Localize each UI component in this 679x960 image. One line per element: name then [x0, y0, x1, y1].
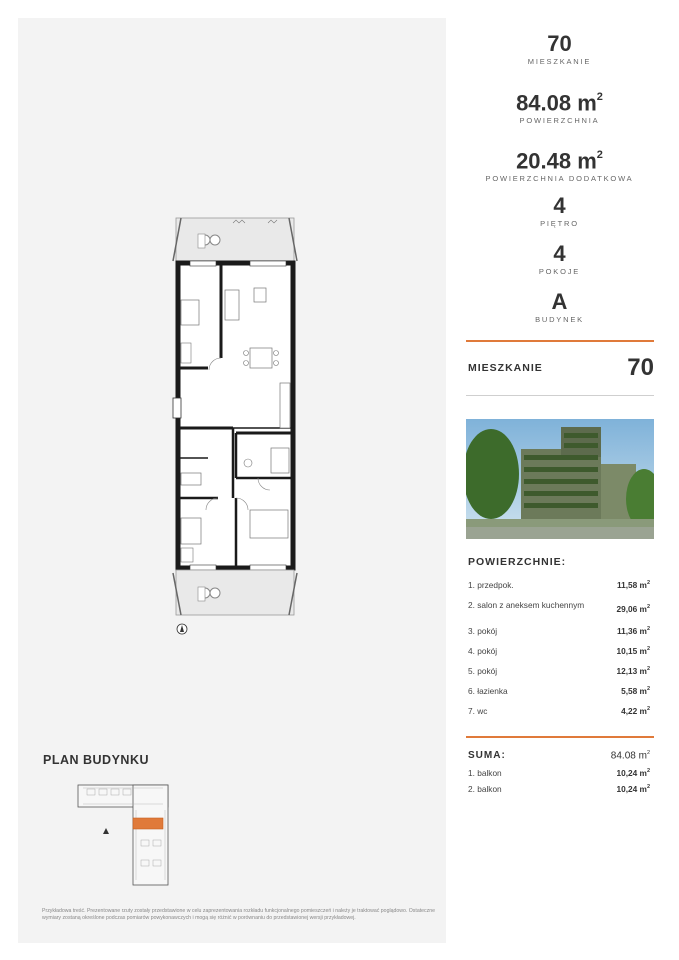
room-area-list [468, 580, 654, 726]
floor-value: 4 [553, 193, 566, 218]
room-size: 10,15 $m^2$ [616, 646, 650, 656]
room-row [468, 686, 654, 706]
divider-under-unit [466, 395, 654, 396]
room-size: 11,36 $m^2$ [616, 626, 650, 636]
area-label: POWIERZCHNIA [519, 116, 600, 126]
room-name: 6. łazienka [468, 686, 508, 696]
disclaimer-text: Przykładowa treść. Prezentowane rzuty zostały przedstawione w celu zaprezentowania rozkładu funkcjonalnego pomieszczeń i należy je traktować poglądowo. Ostateczne wymiary zostaną określone podczas pomiarów powykonawczych i mogą się różnić w porównaniu do przedstawionej wersji przykładowej. [42, 908, 436, 921]
rooms-value: 4 [553, 241, 566, 266]
balcony-row [468, 768, 654, 784]
room-row [468, 706, 654, 726]
room-name: 2. salon z aneksem kuchennym [468, 600, 585, 610]
room-name: 7. wc [468, 706, 488, 716]
building-plan-map [73, 780, 223, 890]
areas-title: POWIERZCHNIE: [468, 556, 567, 568]
balcony-row [468, 784, 654, 800]
extra-area-stat [462, 145, 657, 183]
balcony-name: 2. balkon [468, 784, 502, 794]
rooms-stat [462, 242, 657, 276]
room-size: 4,22 $m^2$ [621, 706, 650, 716]
building-plan-title: PLAN BUDYNKU [43, 753, 149, 767]
floor-plan-drawing [18, 18, 446, 718]
room-name: 4. pokój [468, 646, 498, 656]
floor-stat [462, 194, 657, 228]
area-value: 84.08 $m^2$ [516, 90, 603, 116]
extra-area-label: POWIERZCHNIA DODATKOWA [485, 174, 634, 184]
totals-block [468, 750, 654, 800]
balcony-size: 10,24 $m^2$ [616, 768, 650, 778]
rooms-label: POKOJE [538, 267, 581, 276]
highlighted-unit [133, 818, 163, 829]
room-name: 1. przedpok. [468, 580, 514, 590]
room-row [468, 646, 654, 666]
room-size: 12,13 $m^2$ [616, 666, 650, 676]
unit-header-label: MIESZKANIE [468, 362, 543, 374]
floor-plan-panel [18, 18, 446, 943]
extra-area-value: 20.48 $m^2$ [516, 148, 603, 174]
balcony-name: 1. balkon [468, 768, 502, 778]
room-row [468, 626, 654, 646]
accent-divider-sum [466, 736, 654, 738]
building-stat [462, 290, 657, 324]
room-size: 11,58 $m^2$ [616, 580, 650, 590]
room-name: 3. pokój [468, 626, 498, 636]
room-row [468, 600, 654, 626]
area-stat [462, 87, 657, 125]
room-row [468, 666, 654, 686]
building-value: A [551, 289, 568, 314]
room-row [468, 580, 654, 600]
apartment-number-stat [462, 32, 657, 66]
apartment-number-value: 70 [547, 31, 572, 56]
building-label: BUDYNEK [535, 315, 584, 324]
room-size: 5,58 $m^2$ [621, 686, 650, 696]
accent-divider-top [466, 340, 654, 342]
room-name: 5. pokój [468, 666, 498, 676]
sum-label: SUMA: [468, 750, 506, 761]
room-size: 29,06 $m^2$ [616, 604, 650, 614]
sum-row [468, 750, 654, 768]
balcony-size: 10,24 $m^2$ [616, 784, 650, 794]
floor-label: PIĘTRO [540, 219, 579, 228]
building-photo [466, 419, 654, 539]
sum-value: 84.08 $m^2$ [610, 750, 650, 762]
apartment-number-label: MIESZKANIE [527, 57, 592, 66]
unit-header-number: 70 [627, 354, 654, 381]
